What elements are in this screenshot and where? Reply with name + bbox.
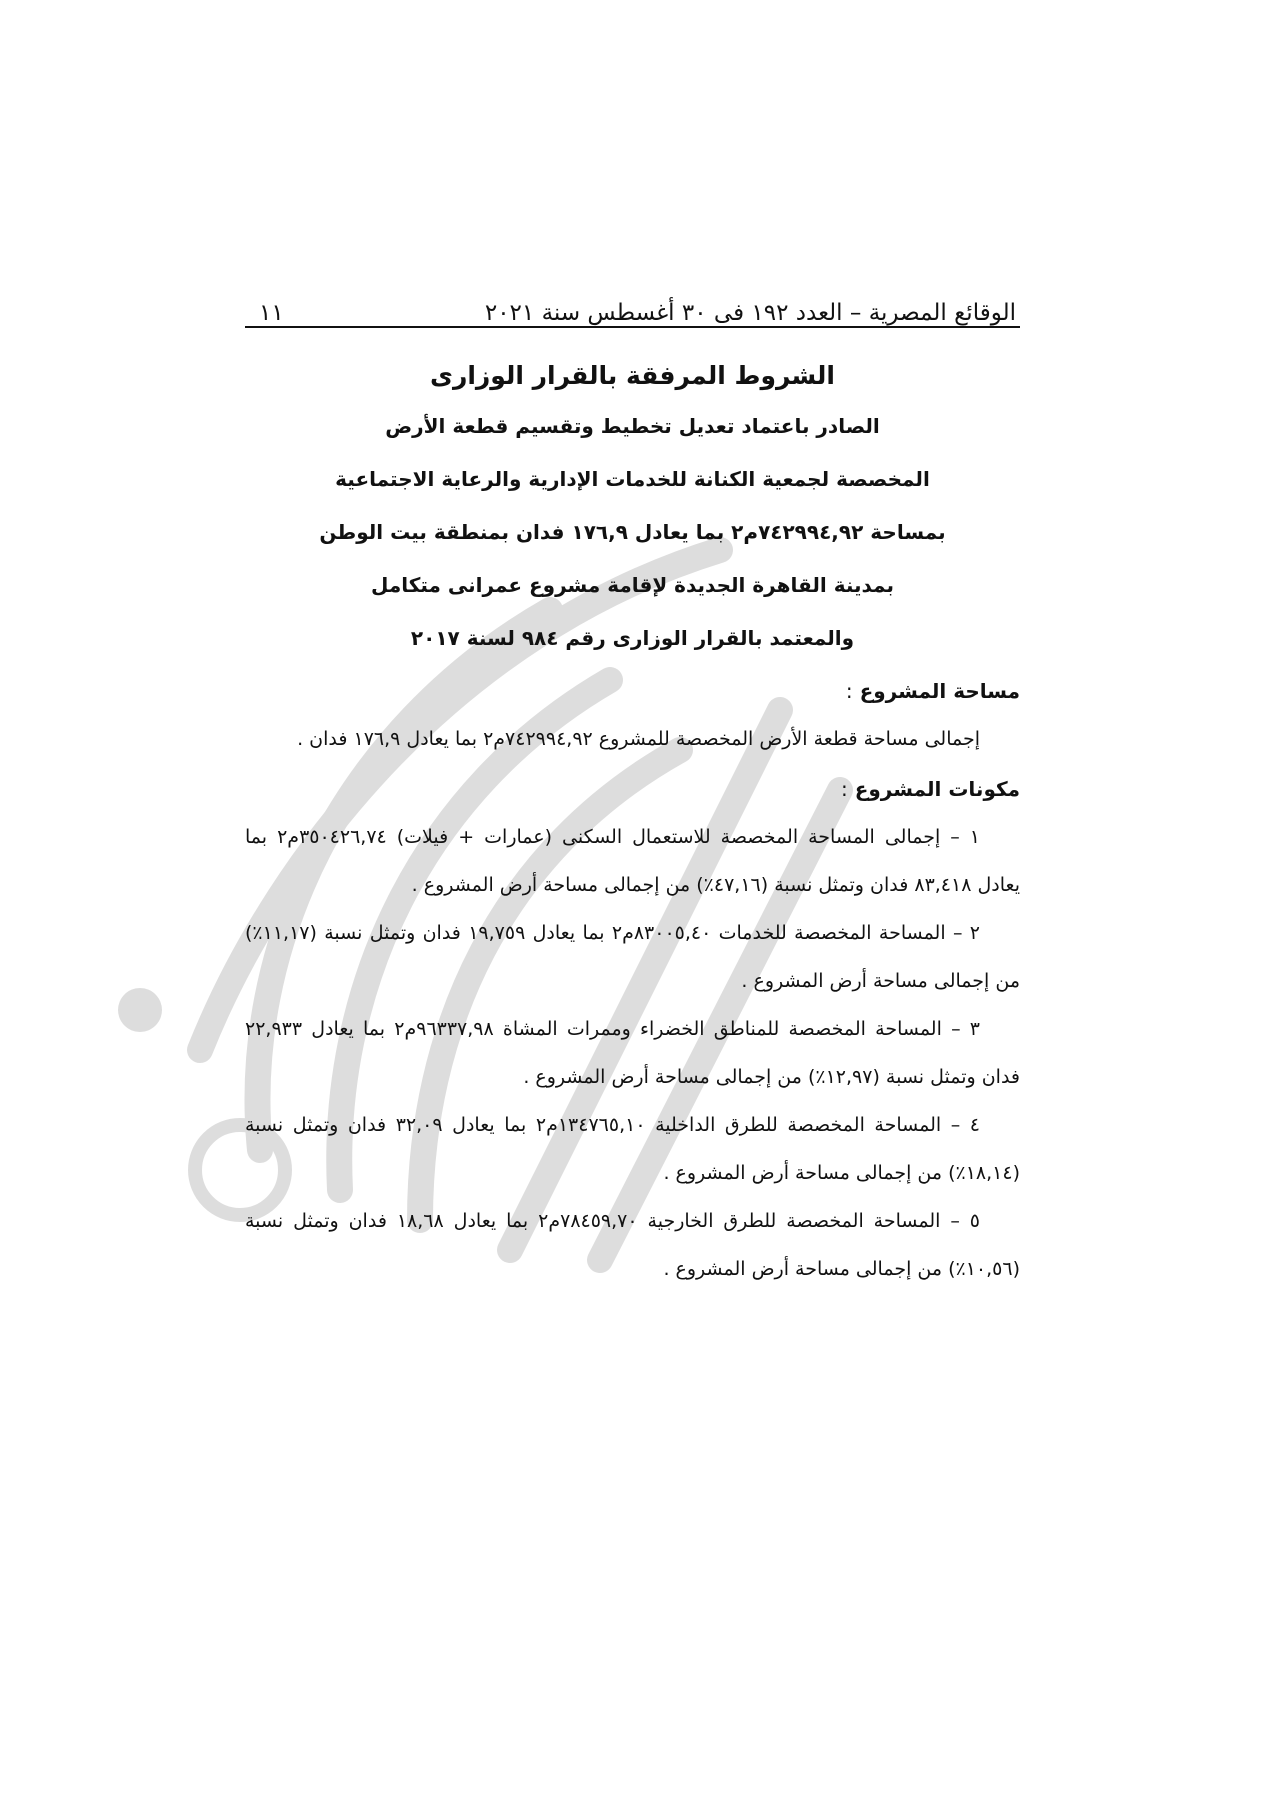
decree-title-line-2: المخصصة لجمعية الكنانة للخدمات الإدارية والرعاية الاجتماعية [335,467,930,491]
decree-title-block [245,356,1020,665]
decree-title-line-4: بمدينة القاهرة الجديدة لإقامة مشروع عمرانى متكامل [371,573,894,597]
decree-title-line-1: الصادر باعتماد تعديل تخطيط وتقسيم قطعة الأرض [385,414,880,438]
component-item-external-roads: ٥ – المساحة المخصصة للطرق الخارجية ٧٨٤٥٩,٧٠م٢ بما يعادل ١٨,٦٨ فدان وتمثل نسبة (١٠,٥٦٪) من إجمالى مساحة أرض المشروع . [245,1210,1020,1280]
section-heading-colon: : [840,777,848,801]
component-item-residential: ١ – إجمالى المساحة المخصصة للاستعمال السكنى (عمارات + فيلات) ٣٥٠٤٢٦,٧٤م٢ بما يعادل ٨٣,٤١٨ فدان وتمثل نسبة (٤٧,١٦٪) من إجمالى مساحة أرض المشروع . [245,826,1020,896]
section-heading-text: مساحة المشروع [859,679,1020,703]
section-heading-text: مكونات المشروع [854,777,1020,801]
running-title: الوقائع المصرية – العدد ١٩٢ فى ٣٠ أغسطس سنة ٢٠٢١ [484,300,1016,326]
section-heading-colon: : [845,679,853,703]
decree-title-line-5: والمعتمد بالقرار الوزارى رقم ٩٨٤ لسنة ٢٠١٧ [410,626,855,650]
component-item-green-areas: ٣ – المساحة المخصصة للمناطق الخضراء وممرات المشاة ٩٦٣٣٧,٩٨م٢ بما يعادل ٢٢,٩٣٣ فدان وتمثل نسبة (١٢,٩٧٪) من إجمالى مساحة أرض المشروع . [245,1018,1020,1088]
section-heading-project-area [245,669,1020,713]
decree-main-title: الشروط المرفقة بالقرار الوزارى [430,361,835,390]
page-header [245,280,1020,328]
page-number: ١١ [259,300,284,326]
project-area-paragraph: إجمالى مساحة قطعة الأرض المخصصة للمشروع ٧٤٢٩٩٤,٩٢م٢ بما يعادل ١٧٦,٩ فدان . [297,728,980,750]
decree-title-line-3: بمساحة ٧٤٢٩٩٤,٩٢م٢ بما يعادل ١٧٦,٩ فدان بمنطقة بيت الوطن [319,520,946,544]
component-item-services: ٢ – المساحة المخصصة للخدمات ٨٣٠٠٥,٤٠م٢ بما يعادل ١٩,٧٥٩ فدان وتمثل نسبة (١١,١٧٪) من إجمالى مساحة أرض المشروع . [245,922,1020,992]
section-heading-project-components [245,767,1020,811]
gazette-page [245,280,1020,1293]
component-item-internal-roads: ٤ – المساحة المخصصة للطرق الداخلية ١٣٤٧٦٥,١٠م٢ بما يعادل ٣٢,٠٩ فدان وتمثل نسبة (١٨,١٤٪) من إجمالى مساحة أرض المشروع . [245,1114,1020,1184]
